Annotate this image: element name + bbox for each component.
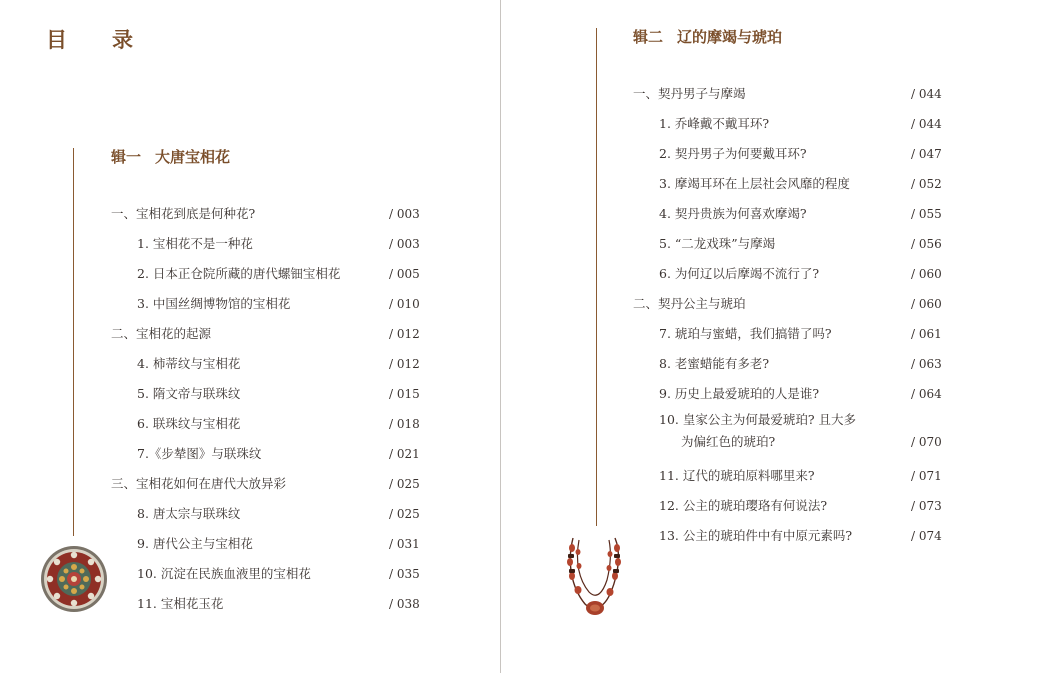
entry-title: 5. 隋文帝与联珠纹 [137, 386, 241, 401]
entry-page-number: / 010 [389, 297, 420, 311]
entry-page-number: / 003 [389, 207, 420, 221]
entry-page-number: / 060 [911, 297, 942, 311]
entry-page-number: / 038 [389, 597, 420, 611]
entry-title: 9. 历史上最爱琥珀的人是谁? [659, 386, 820, 401]
part1-entry-1 [111, 199, 439, 229]
entry-page-number: / 025 [389, 507, 420, 521]
part1-heading [111, 146, 230, 167]
entry-page-number: / 052 [911, 177, 942, 191]
part1-entry-6 [137, 349, 439, 379]
entry-title: 7.《步辇图》与联珠纹 [137, 446, 262, 461]
part2-heading [633, 26, 782, 47]
right-page [501, 0, 1051, 673]
left-page [0, 0, 500, 673]
entry-title: 1. 宝相花不是一种花 [137, 236, 253, 251]
entry-page-number: / 021 [389, 447, 420, 461]
entry-title: 8. 唐太宗与联珠纹 [137, 506, 241, 521]
part1-entry-9 [137, 439, 439, 469]
part1-entry-8 [137, 409, 439, 439]
part1-entry-4 [137, 289, 439, 319]
entry-page-number: / 005 [389, 267, 420, 281]
part2-entry-7 [659, 259, 961, 289]
part2-entry-4 [659, 169, 961, 199]
entry-page-number: / 073 [911, 499, 942, 513]
part1-title: 大唐宝相花 [155, 148, 231, 166]
entry-page-number: / 064 [911, 387, 942, 401]
entry-title: 5. “二龙戏珠”与摩竭 [659, 236, 776, 251]
entry-page-number: / 047 [911, 147, 942, 161]
part2-entry-9 [659, 319, 961, 349]
part1-number: 辑一 [111, 148, 142, 166]
entry-page-number: / 074 [911, 529, 942, 543]
entry-page-number: / 063 [911, 357, 942, 371]
part2-number: 辑二 [633, 28, 664, 46]
entry-title-continuation: 为偏红色的琥珀? [681, 434, 776, 449]
entry-page-number: / 044 [911, 117, 942, 131]
part1-entry-2 [137, 229, 439, 259]
entry-title: 2. 契丹男子为何要戴耳环? [659, 146, 807, 161]
entry-title: 12. 公主的琥珀璎珞有何说法? [659, 498, 828, 513]
part2-entry-11 [659, 379, 961, 409]
part1-entry-5 [111, 319, 439, 349]
entry-title: 6. 为何辽以后摩竭不流行了? [659, 266, 820, 281]
entry-page-number: / 060 [911, 267, 942, 281]
part2-entry-14 [659, 491, 961, 521]
part2-entry-15 [659, 521, 961, 551]
entry-page-number: / 056 [911, 237, 942, 251]
amber-necklace-illustration [565, 532, 625, 622]
part1-entry-12 [137, 529, 439, 559]
entry-page-number: / 070 [911, 435, 942, 449]
part2-entry-8 [633, 289, 961, 319]
part2-entry-1 [633, 79, 961, 109]
entry-page-number: / 061 [911, 327, 942, 341]
part2-entry-3 [659, 139, 961, 169]
right-vertical-rule [596, 28, 597, 526]
entry-page-number: / 018 [389, 417, 420, 431]
entry-title: 2. 日本正仓院所藏的唐代螺钿宝相花 [137, 266, 341, 281]
entry-title: 二、宝相花的起源 [111, 326, 212, 341]
part1-entry-14 [137, 589, 439, 619]
entry-title: 8. 老蜜蜡能有多老? [659, 356, 770, 371]
entry-page-number: / 035 [389, 567, 420, 581]
entry-title: 3. 中国丝绸博物馆的宝相花 [137, 296, 291, 311]
entry-title: 9. 唐代公主与宝相花 [137, 536, 253, 551]
left-vertical-rule [73, 148, 74, 536]
part1-entry-11 [137, 499, 439, 529]
entry-page-number: / 015 [389, 387, 420, 401]
part2-entry-2 [659, 109, 961, 139]
entry-title: 二、契丹公主与琥珀 [633, 296, 746, 311]
entry-title: 三、宝相花如何在唐代大放异彩 [111, 476, 287, 491]
part1-entry-10 [111, 469, 439, 499]
entry-title: 11. 辽代的琥珀原料哪里来? [659, 468, 815, 483]
entry-page-number: / 012 [389, 357, 420, 371]
entry-title: 10. 沉淀在民族血液里的宝相花 [137, 566, 311, 581]
entry-title: 13. 公主的琥珀件中有中原元素吗? [659, 528, 853, 543]
entry-page-number: / 031 [389, 537, 420, 551]
entry-page-number: / 044 [911, 87, 942, 101]
entry-title: 10. 皇家公主为何最爱琥珀? 且大多 [659, 412, 857, 427]
part2-title: 辽的摩竭与琥珀 [677, 28, 783, 46]
entry-title: 4. 契丹贵族为何喜欢摩竭? [659, 206, 807, 221]
toc-title: 目 录 [46, 27, 145, 52]
entry-title: 3. 摩竭耳环在上层社会风靡的程度 [659, 176, 850, 191]
entry-title: 一、宝相花到底是何种花? [111, 206, 256, 221]
entry-page-number: / 071 [911, 469, 942, 483]
entry-page-number: / 012 [389, 327, 420, 341]
part1-entry-7 [137, 379, 439, 409]
part1-entry-3 [137, 259, 439, 289]
part2-entry-10 [659, 349, 961, 379]
decorated-plate-illustration [40, 545, 108, 613]
part1-entry-13 [137, 559, 439, 589]
entry-title: 11. 宝相花玉花 [137, 596, 224, 611]
entry-title: 一、契丹男子与摩竭 [633, 86, 746, 101]
part2-entry-6 [659, 229, 961, 259]
part2-entry-12 [659, 409, 961, 453]
entry-title: 6. 联珠纹与宝相花 [137, 416, 241, 431]
part2-entry-13 [659, 461, 961, 491]
part2-entry-5 [659, 199, 961, 229]
entry-title: 7. 琥珀与蜜蜡，我们搞错了吗? [659, 326, 832, 341]
entry-title: 1. 乔峰戴不戴耳环? [659, 116, 770, 131]
entry-page-number: / 003 [389, 237, 420, 251]
entry-page-number: / 055 [911, 207, 942, 221]
entry-title: 4. 柿蒂纹与宝相花 [137, 356, 241, 371]
entry-page-number: / 025 [389, 477, 420, 491]
